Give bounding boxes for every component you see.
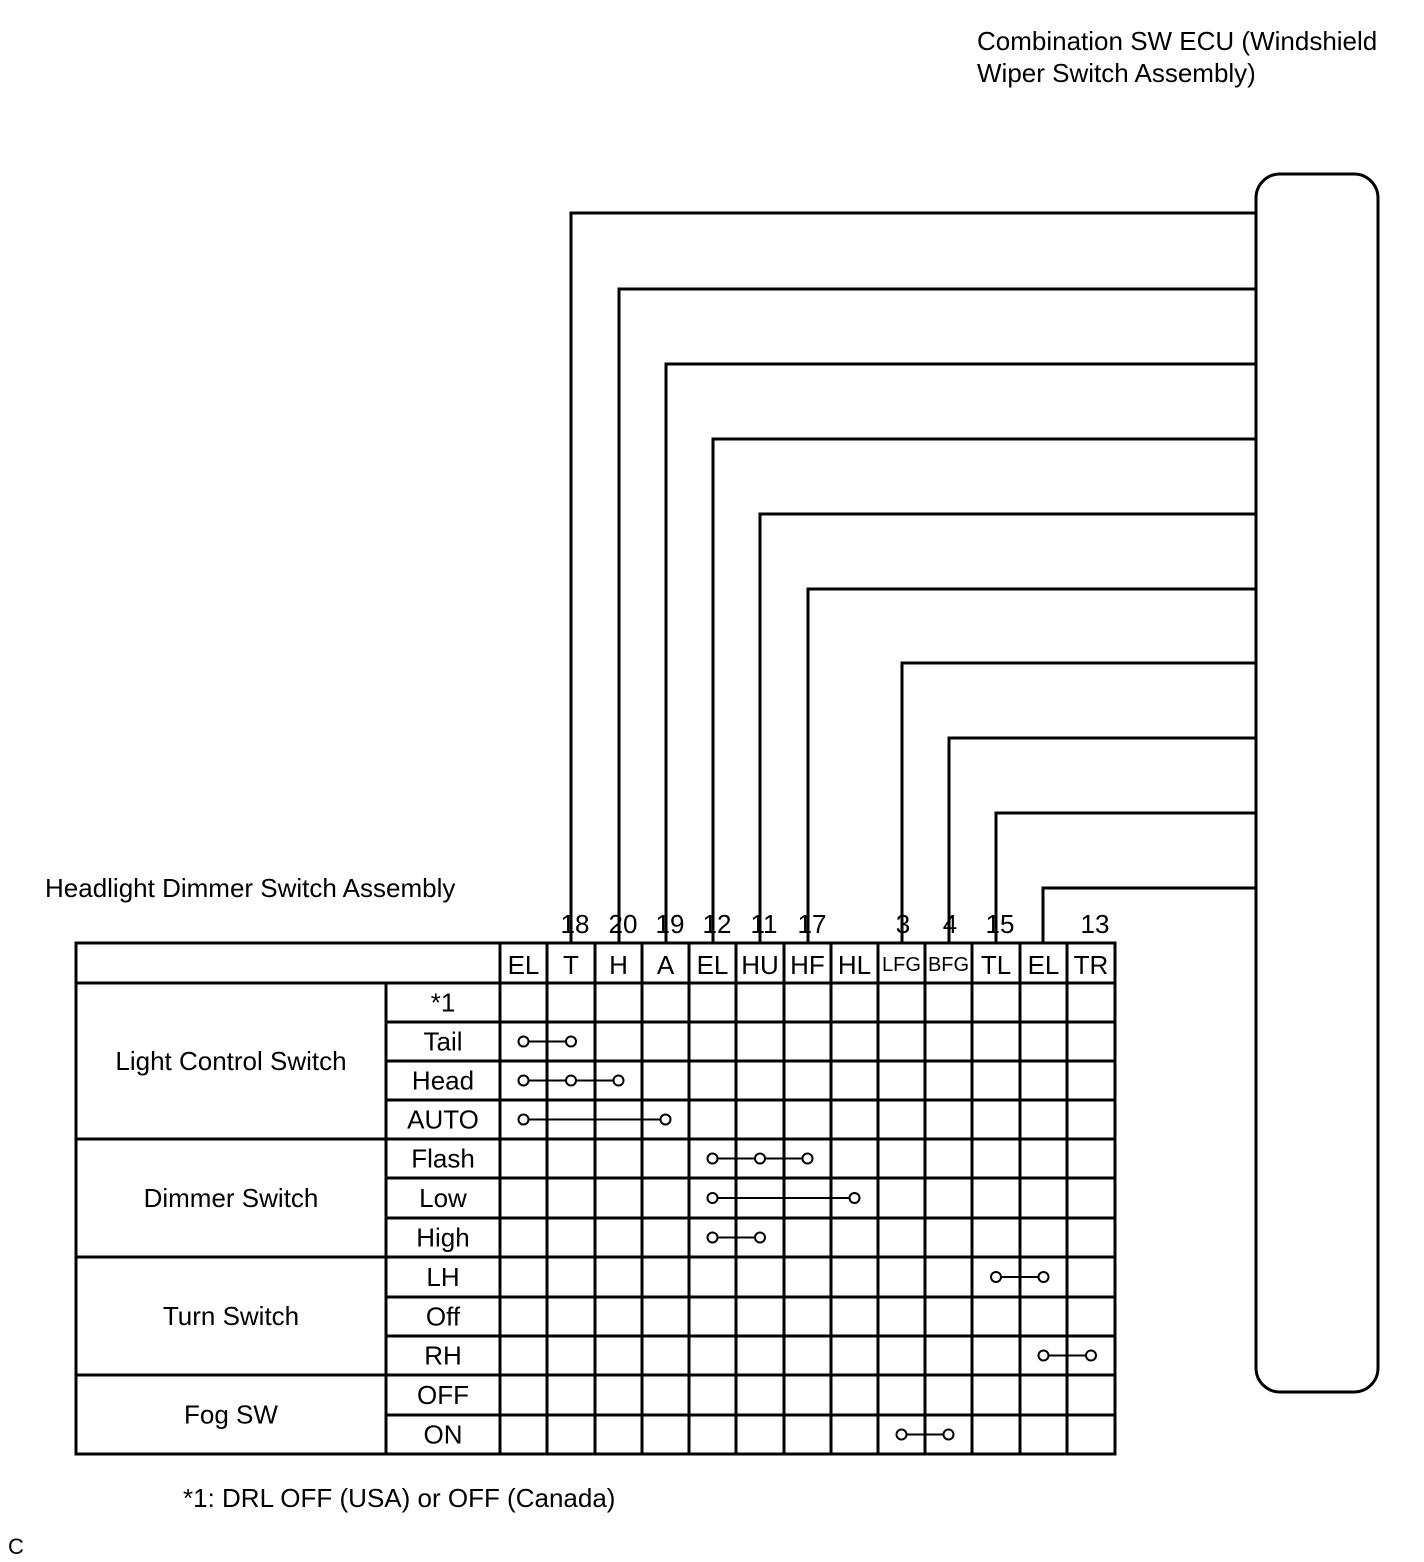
continuity-node [755,1154,765,1164]
row-label: *1 [430,987,456,1018]
terminal-header-t: T [563,950,579,980]
pin-number: 15 [985,909,1015,939]
ecu-label-line2: Wiper Switch Assembly) [977,58,1256,88]
continuity-node [1039,1272,1049,1282]
wire-pin-15 [996,813,1256,943]
continuity-node [708,1193,718,1203]
pin-number: 12 [702,909,732,939]
continuity-node [519,1115,529,1125]
wire-pin-17 [808,589,1256,943]
pin-number: 17 [797,909,827,939]
wire-pin-3 [902,663,1256,943]
continuity-node [566,1037,576,1047]
row-label: Flash [411,1143,475,1174]
continuity-node [991,1272,1001,1282]
ecu-connector-block [1256,174,1378,1392]
terminal-header-tr: TR [1073,950,1109,980]
continuity-node [614,1076,624,1086]
pin-number: 13 [1080,909,1110,939]
continuity-node [519,1076,529,1086]
pin-number: 11 [750,909,778,939]
continuity-node [850,1193,860,1203]
pin-number: 19 [655,909,685,939]
wire-pin-19 [666,364,1256,943]
continuity-node [755,1233,765,1243]
continuity-node [803,1154,813,1164]
group-label: Light Control Switch [115,1046,347,1076]
wire-pin-11 [760,514,1256,943]
terminal-header-lfg: LFG [882,954,921,976]
switch-continuity-table [76,909,1115,1454]
corner-mark: C [8,1534,24,1559]
footnote: *1: DRL OFF (USA) or OFF (Canada) [183,1483,616,1513]
row-label: RH [424,1340,462,1371]
continuity-node [708,1233,718,1243]
continuity-node [566,1076,576,1086]
row-label: LH [426,1262,460,1292]
row-label: Tail [423,1026,463,1057]
continuity-node [897,1430,907,1440]
group-label: Turn Switch [162,1301,300,1331]
continuity-node [519,1037,529,1047]
terminal-header-hl: HL [837,950,872,980]
row-label: Low [419,1183,467,1213]
continuity-node [708,1154,718,1164]
terminal-header-el: EL [696,950,729,980]
wire-pin-20 [619,289,1256,943]
continuity-node [661,1115,671,1125]
continuity-node [1039,1351,1049,1361]
terminal-header-hf: HF [790,950,825,980]
group-label: Dimmer Switch [143,1183,319,1213]
pin-number: 3 [895,909,911,939]
ecu-label-line1: Combination SW ECU (Windshield [977,26,1378,56]
group-label: Fog SW [184,1399,278,1430]
pin-number: 20 [608,909,638,939]
row-label: ON [423,1419,463,1450]
wire-pin-18 [571,213,1256,943]
terminal-header-hu: HU [741,950,779,980]
row-label: High [416,1222,470,1253]
terminal-header-bfg: BFG [927,954,970,976]
row-label: Off [425,1301,461,1332]
terminal-header-el: EL [507,950,540,980]
continuity-node [1086,1351,1096,1361]
wire-pin-13 [1043,888,1256,943]
terminal-header-el: EL [1027,950,1060,980]
terminal-header-tl: TL [980,950,1012,980]
terminal-header-h: H [609,950,628,980]
terminal-header-a: A [656,950,675,980]
row-label: OFF [417,1380,469,1410]
row-label: AUTO [407,1104,479,1135]
row-label: Head [411,1065,475,1096]
pin-number: 18 [560,909,590,939]
continuity-node [944,1430,954,1440]
wire-harness [571,213,1256,943]
pin-number: 4 [942,909,958,939]
assembly-label: Headlight Dimmer Switch Assembly [45,873,456,903]
